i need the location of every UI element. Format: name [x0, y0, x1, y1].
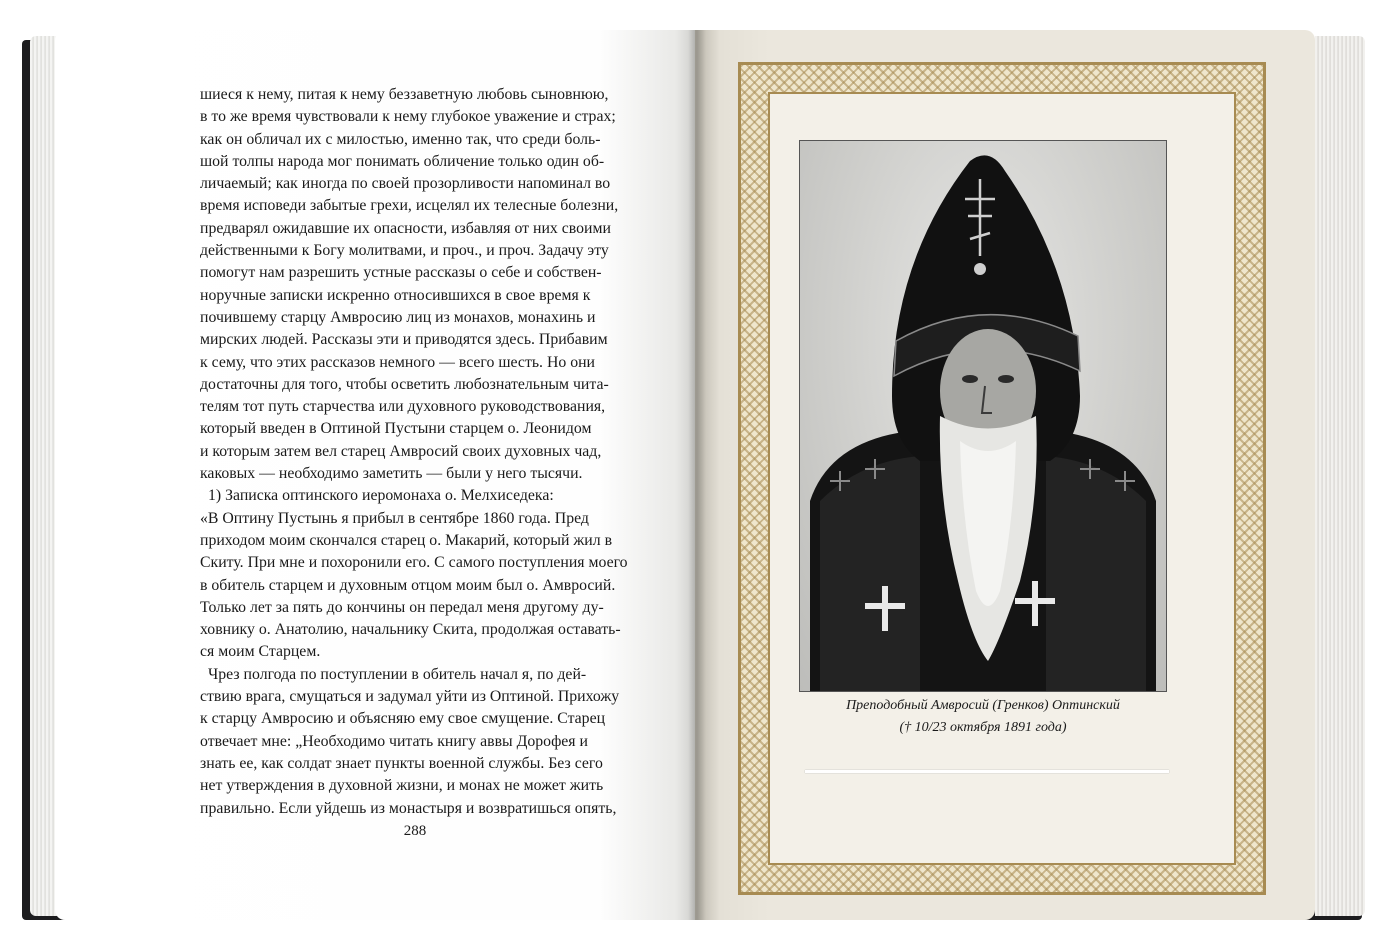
- text-line: как он обличал их с милостью, именно так, что среди боль-: [200, 130, 601, 148]
- text-line: время исповеди забытые грехи, исцелял их телесные болезни,: [200, 197, 619, 215]
- page-edges-right: [1315, 36, 1365, 916]
- text-line: почившему старцу Амвросию лиц из монахов, монахинь и: [200, 308, 596, 326]
- text-line: 1) Записка оптинского иеромонаха о. Мелхиседека:: [208, 487, 554, 505]
- text-line: шой толпы народа мог понимать обличение только один об-: [200, 152, 605, 170]
- portrait-caption: [803, 695, 1163, 739]
- caption-date: († 10/23 октября 1891 года): [899, 720, 1067, 735]
- text-line: мирских людей. Рассказы эти и приводятся здесь. Прибавим: [200, 331, 608, 349]
- text-line: который введен в Оптиной Пустыни старцем о. Леонидом: [200, 420, 592, 438]
- text-line: ховнику о. Анатолию, начальнику Скита, продолжая оставать-: [200, 621, 621, 639]
- text-line: Чрез полгода по поступлении в обитель начал я, по дей-: [208, 665, 587, 683]
- text-line: предварял ожидавшие их опасности, избавляя от них своими: [200, 219, 611, 237]
- text-line: отвечает мне: „Необходимо читать книгу аввы Дорофея и: [200, 732, 588, 750]
- text-line: Скиту. При мне и похоронили его. С самого поступления моего: [200, 554, 628, 572]
- book-gutter: [688, 30, 706, 920]
- text-line: приходом моим скончался старец о. Макарий, который жил в: [200, 531, 613, 549]
- monk-portrait-illustration: [800, 141, 1166, 691]
- text-line: к сему, что этих рассказов немного — всего шесть. Но они: [200, 353, 596, 371]
- text-line: Только лет за пять до кончины он передал меня другому ду-: [200, 598, 604, 616]
- caption-divider: [805, 770, 1169, 773]
- text-line: ствию врага, смущаться и задумал уйти из Оптиной. Прихожу: [200, 688, 620, 706]
- text-line: «В Оптину Пустынь я прибыл в сентябре 1860 года. Пред: [200, 509, 589, 527]
- text-line: действенными к Богу молитвами, и проч., и проч. Задачу эту: [200, 242, 609, 260]
- text-line: правильно. Если уйдешь из монастыря и возвратишься опять,: [200, 799, 617, 817]
- text-line: достаточны для того, чтобы осветить любознательным чита-: [200, 375, 609, 393]
- text-line: телям тот путь старчества или духовного руководствования,: [200, 398, 606, 416]
- text-line: нет утверждения в духовной жизни, и монах не может жить: [200, 777, 604, 795]
- text-line: помогут нам разрешить устные рассказы о себе и собствен-: [200, 264, 602, 282]
- text-line: норучные записки искренно относившихся в свое время к: [200, 286, 591, 304]
- text-line: каковых — необходимо заметить — были у него тысячи.: [200, 465, 583, 483]
- page-number: 288: [403, 823, 427, 839]
- text-line: шиеся к нему, питая к нему беззаветную любовь сыновнюю,: [200, 86, 609, 103]
- text-line: в то же время чувствовали к нему глубокое уважение и страх;: [200, 108, 616, 126]
- text-line: ся моим Старцем.: [200, 643, 321, 661]
- text-line: личаемый; как иногда по своей прозорливости напоминал во: [200, 175, 611, 193]
- text-line: и которым затем вел старец Амвросий своих духовных чад,: [200, 442, 602, 460]
- text-line: знать ее, как солдат знает пункты военной службы. Без сего: [200, 754, 603, 772]
- text-line: в обитель старцем и духовным отцом моим был о. Амвросий.: [200, 576, 616, 594]
- caption-title: Преподобный Амвросий (Гренков) Оптинский: [846, 698, 1120, 713]
- portrait-photo: [799, 140, 1167, 692]
- body-text: [200, 84, 662, 820]
- text-line: к старцу Амвросию и объясняю ему свое смущение. Старец: [200, 710, 606, 728]
